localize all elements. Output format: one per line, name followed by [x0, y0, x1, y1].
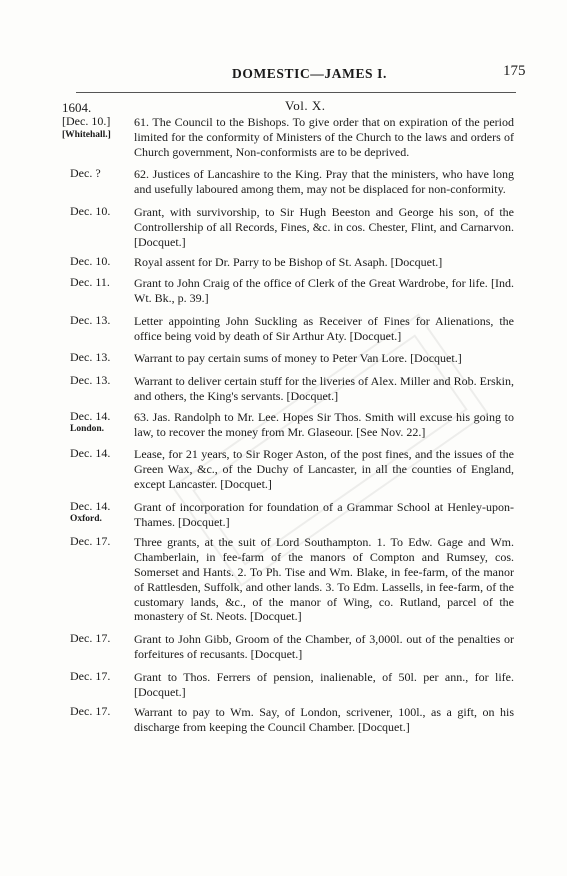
entry-margin: [0, 410, 130, 437]
entry-place: [Whitehall.]: [62, 129, 111, 140]
entry-text: Warrant to pay to Wm. Say, of London, scrivener, 100l., as a gift, on his discharge from keeping the Council Chamber. [Docquet.]: [134, 705, 514, 735]
entry-date: Dec. 14.: [70, 446, 111, 461]
entry-date: Dec. ?: [70, 166, 101, 181]
entry-item: [0, 374, 567, 404]
entry-date: Dec. 11.: [70, 275, 110, 290]
entry-text: 61. The Council to the Bishops. To give order that on expiration of the period limited for the conformity of Ministers of the Church to the laws and orders of Church government, Non-conformists are to be deprived.: [134, 115, 514, 159]
entry-item: [0, 255, 567, 270]
volume-label: Vol. X.: [285, 98, 326, 113]
entry-date: Dec. 17.: [70, 704, 111, 719]
entry-item: [0, 500, 567, 530]
entry-margin: [0, 115, 130, 142]
entry-date: Dec. 17.: [70, 668, 111, 683]
entry-text: Lease, for 21 years, to Sir Roger Aston, of the post fines, and the issues of the Green Wax, &c., of the Duchy of Lancaster, in all the counties of England, except Lancaster. [Docquet.]: [134, 447, 514, 491]
entry-margin: [0, 632, 130, 646]
entry-text: Grant to John Gibb, Groom of the Chamber, of 3,000l. out of the penalties or forfeitures of recusants. [Docquet.]: [134, 632, 514, 661]
entry-margin: [0, 374, 130, 388]
entry-margin: [0, 167, 130, 181]
entry-date: Dec. 13.: [70, 350, 111, 365]
entry-text: 62. Justices of Lancashire to the King. Pray that the ministers, who have long and usefully laboured among them, may not be displaced for non-conformity.: [134, 167, 514, 197]
entry-text: 63. Jas. Randolph to Mr. Lee. Hopes Sir Thos. Smith will excuse his going to law, to recover the money from Mr. Glaseour. [See Nov. 22.]: [134, 409, 514, 439]
entry-margin: [0, 500, 130, 527]
entry-item: [0, 276, 567, 306]
entry-date: Dec. 14.: [70, 498, 111, 513]
entry-text: Letter appointing John Suckling as Receiver of Fines for Alienations, the office being void by death of Sir Arthur Aty. [Docquet.]: [134, 313, 514, 343]
entry-item: [0, 205, 567, 249]
entry-margin: [0, 314, 130, 328]
entry-item: [0, 705, 567, 735]
entry-margin: [0, 351, 130, 365]
entry-date: Dec. 13.: [70, 373, 111, 388]
entry-margin: [0, 276, 130, 290]
entry-item: [0, 314, 567, 344]
entry-item: [0, 351, 567, 366]
entry-date: Dec. 13.: [70, 312, 111, 327]
entry-date: Dec. 10.: [70, 254, 111, 269]
entry-text: Grant of incorporation for foundation of a Grammar School at Henley-upon-Thames. [Docquet.]: [134, 499, 514, 529]
year-label: 1604.: [62, 100, 92, 115]
entry-item: [0, 410, 567, 440]
entry-place: London.: [70, 424, 105, 435]
header-rule: [76, 92, 516, 93]
entry-item: [0, 535, 567, 624]
entry-text: Grant, with survivorship, to Sir Hugh Beeston and George his son, of the Controllership of all Records, Fines, &c. in cos. Chester, Flint, and Carnarvon. [Docquet.]: [134, 204, 514, 249]
entry-date: Dec. 17.: [70, 534, 111, 549]
entry-date: Dec. 14.: [70, 408, 111, 423]
entry-item: [0, 632, 567, 662]
entry-text: Three grants, at the suit of Lord Southampton. 1. To Edw. Gage and Wm. Chamberlain, in fee-farm of the manors of Compton and Rumsey, cos. Somerset and Hants. 2. To Ph. Tise and Wm. Blake, in fee-farm, of the manor of Rattlesden, Suffolk, and other lands. 3. To Edm. Lassells, in fee-farm, of the customary lands, &c., of the manor of Wing, co. Rutland, parcel of the monastery of St. Neots. [Docquet.]: [134, 535, 514, 624]
entry-item: [0, 447, 567, 491]
entry-item: [0, 167, 567, 197]
entry-text: Royal assent for Dr. Parry to be Bishop of St. Asaph. [Docquet.]: [134, 255, 443, 270]
entry-margin: [0, 705, 130, 719]
page-header: [0, 63, 567, 88]
page-number: 175: [503, 63, 526, 79]
entry-margin: [0, 447, 130, 461]
running-head: DOMESTIC—JAMES I.: [232, 66, 387, 81]
entry-date: [Dec. 10.]: [62, 114, 111, 128]
entry-date: Dec. 10.: [70, 203, 111, 218]
entry-margin: [0, 535, 130, 549]
entry-text: Warrant to pay certain sums of money to Peter Van Lore. [Docquet.]: [134, 351, 462, 366]
entry-item: [0, 115, 567, 159]
entry-margin: [0, 205, 130, 219]
entry-place: Oxford.: [70, 514, 102, 525]
entry-item: [0, 670, 567, 700]
entry-text: Grant to John Craig of the office of Clerk of the Great Wardrobe, for life. [Ind. Wt. Bk., p. 39.]: [134, 276, 514, 305]
entries-list: [0, 115, 567, 735]
entry-date: Dec. 17.: [70, 631, 111, 646]
entry-text: Warrant to deliver certain stuff for the liveries of Alex. Miller and Rob. Erskin, and others, the King's servants. [Docquet.]: [134, 374, 514, 403]
entry-text: Grant to Thos. Ferrers of pension, inalienable, of 50l. per ann., for life. [Docquet.]: [134, 669, 514, 699]
entry-margin: [0, 255, 130, 269]
entry-margin: [0, 670, 130, 684]
